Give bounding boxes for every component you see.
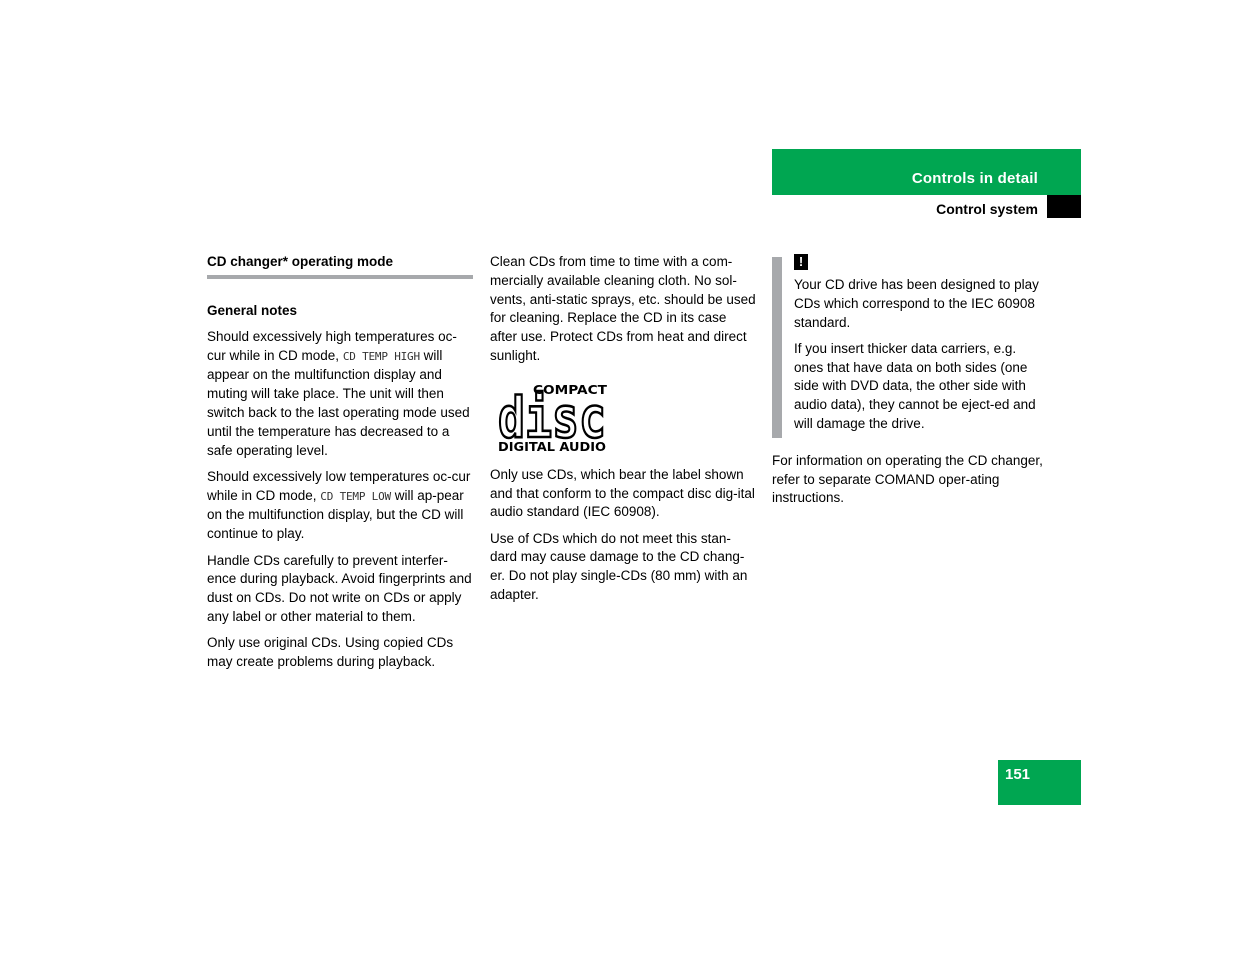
paragraph-damage-warning: Use of CDs which do not meet this stan-dard may cause damage to the CD chang-er. Do not play single-CDs (80 mm) with an adapter. xyxy=(490,530,748,603)
header-subtitle: Control system xyxy=(936,201,1038,217)
column-left xyxy=(207,253,473,679)
paragraph-low-temp: Should excessively low temperatures oc-cur while in CD mode, CD TEMP LOW will ap-pear on the multifunction display, but the CD will continue to play. xyxy=(207,468,471,542)
section-title: CD changer* operating mode xyxy=(207,253,473,279)
paragraph-comand-reference: For information on operating the CD changer, refer to separate COMAND oper-ating instructions. xyxy=(772,452,1043,506)
paragraph-original-cds: Only use original CDs. Using copied CDs may create problems during playback. xyxy=(207,635,454,670)
header-title: Controls in detail xyxy=(911,170,1038,187)
header-bar xyxy=(772,149,1081,195)
warning-note xyxy=(772,253,1044,434)
paragraph-handling: Handle CDs carefully to prevent interfer-ence during playback. Avoid fingerprints and dust on CDs. Do not write on CDs or apply any label or other material to them. xyxy=(207,552,472,624)
subheading: General notes xyxy=(207,303,298,318)
column-middle xyxy=(490,253,756,612)
exclamation-icon: ! xyxy=(794,254,808,270)
paragraph-cleaning: Clean CDs from time to time with a com-mercially available cleaning cloth. No sol-vents, anti-static sprays, etc. should be used for cleaning. Replace the CD in its case after use. Protect CDs from heat and direct sunlight. xyxy=(490,254,756,363)
page-number: 151 xyxy=(1005,766,1031,783)
note-bar xyxy=(772,257,782,438)
note-paragraph-thick-discs: If you insert thicker data carriers, e.g. ones that have data on both sides (one side with DVD data, the other side with audio data), they cannot be eject-ed and will damage the drive. xyxy=(794,340,1036,432)
column-right xyxy=(772,253,1044,516)
svg-text:COMPACT: COMPACT xyxy=(533,382,608,397)
compact-disc-digital-audio-logo-icon xyxy=(498,381,610,453)
svg-text:DIGITAL AUDIO: DIGITAL AUDIO xyxy=(498,439,606,453)
paragraph-label-standard: Only use CDs, which bear the label shown and that conform to the compact disc dig-ital audio standard (IEC 60908). xyxy=(490,466,755,520)
display-code-high: CD TEMP HIGH xyxy=(342,349,420,363)
paragraph-high-temp: Should excessively high temperatures oc-cur while in CD mode, CD TEMP HIGH will appear on the multifunction display and muting will take place. The unit will then switch back to the last operating mode used until the temperature has decreased to a safe operating level. xyxy=(207,328,470,458)
svg-text:disc: disc xyxy=(498,385,606,451)
page-number-box xyxy=(998,760,1081,805)
display-code-low: CD TEMP LOW xyxy=(320,489,391,503)
note-paragraph-standard: Your CD drive has been designed to play CDs which correspond to the IEC 60908 standard. xyxy=(794,277,1039,330)
header-marker xyxy=(1047,195,1081,218)
